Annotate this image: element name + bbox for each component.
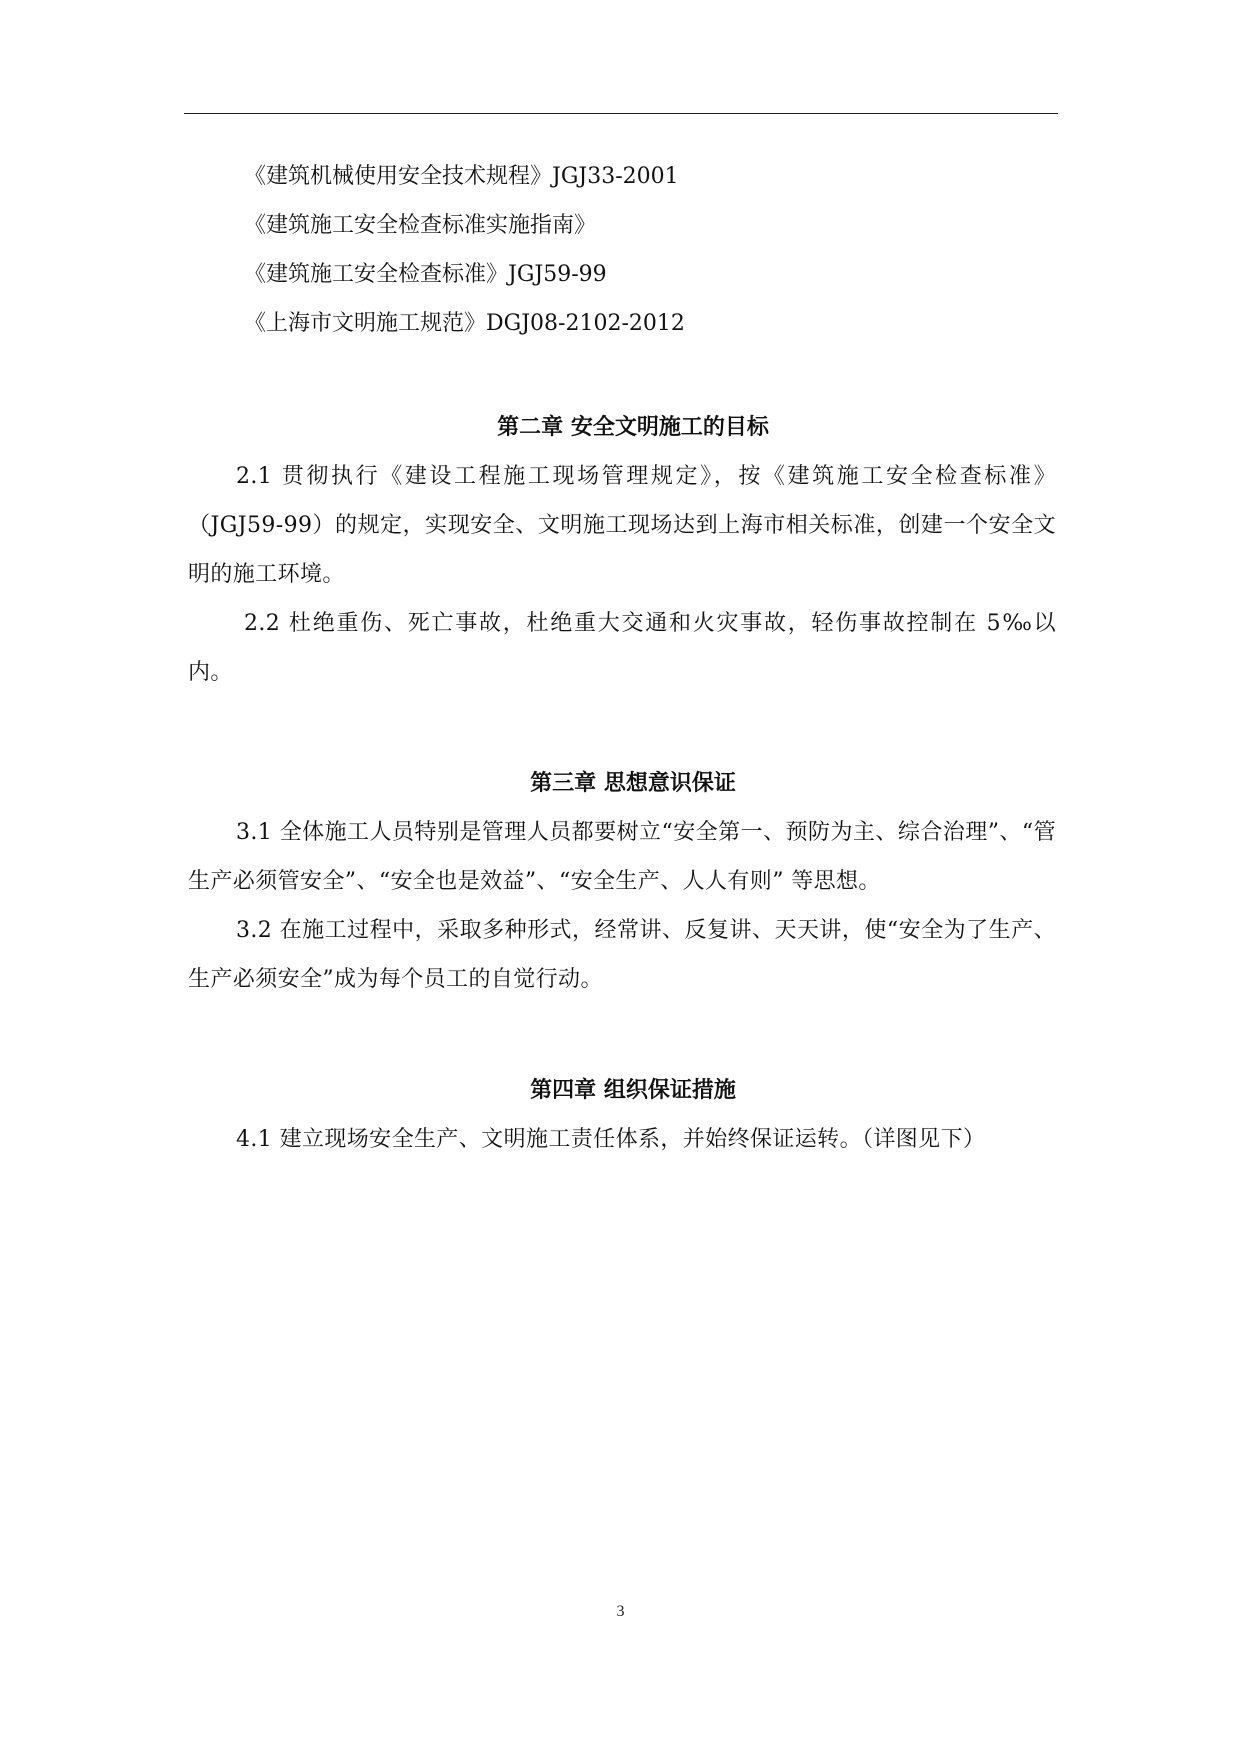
reference-item: 《建筑机械使用安全技术规程》JGJ33-2001	[244, 164, 679, 189]
chapter-3-paragraph-1: 3.1 全体施工人员特别是管理人员都要树立“安全第一、预防为主、综合治理”、“管生产必须管安全”、“安全也是效益”、“安全生产、人人有则” 等思想。	[188, 820, 1056, 894]
spacer	[188, 1004, 1056, 1066]
reference-item: 《建筑施工安全检查标准》JGJ59-99	[244, 262, 607, 287]
reference-item: 《上海市文明施工规范》DGJ08-2102-2012	[244, 311, 685, 336]
chapter-4-paragraph-1: 4.1 建立现场安全生产、文明施工责任体系，并始终保证运转。（详图见下）	[236, 1127, 986, 1152]
spacer	[188, 697, 1056, 759]
reference-item: 《建筑施工安全检查标准实施指南》	[244, 213, 597, 238]
chapter-3-paragraph-2: 3.2 在施工过程中，采取多种形式，经常讲、反复讲、天天讲，使“安全为了生产、生产必须安全”成为每个员工的自觉行动。	[188, 918, 1056, 992]
chapter-2-heading: 第二章 安全文明施工的目标	[497, 415, 769, 440]
page-number: 3	[616, 1603, 625, 1620]
chapter-4-heading: 第四章 组织保证措施	[530, 1078, 736, 1103]
spacer	[188, 348, 1056, 403]
chapter-2-paragraph-2: 2.2 杜绝重伤、死亡事故，杜绝重大交通和火灾事故，轻伤事故控制在 5‰以内。	[188, 611, 1056, 685]
document-body	[188, 152, 1056, 1164]
chapter-2-paragraph-1: 2.1 贯彻执行《建设工程施工现场管理规定》，按《建筑施工安全检查标准》（JGJ59-99）的规定，实现安全、文明施工现场达到上海市相关标准，创建一个安全文明的施工环境。	[188, 464, 1056, 587]
chapter-3-heading: 第三章 思想意识保证	[530, 771, 736, 796]
header-rule	[184, 113, 1058, 114]
